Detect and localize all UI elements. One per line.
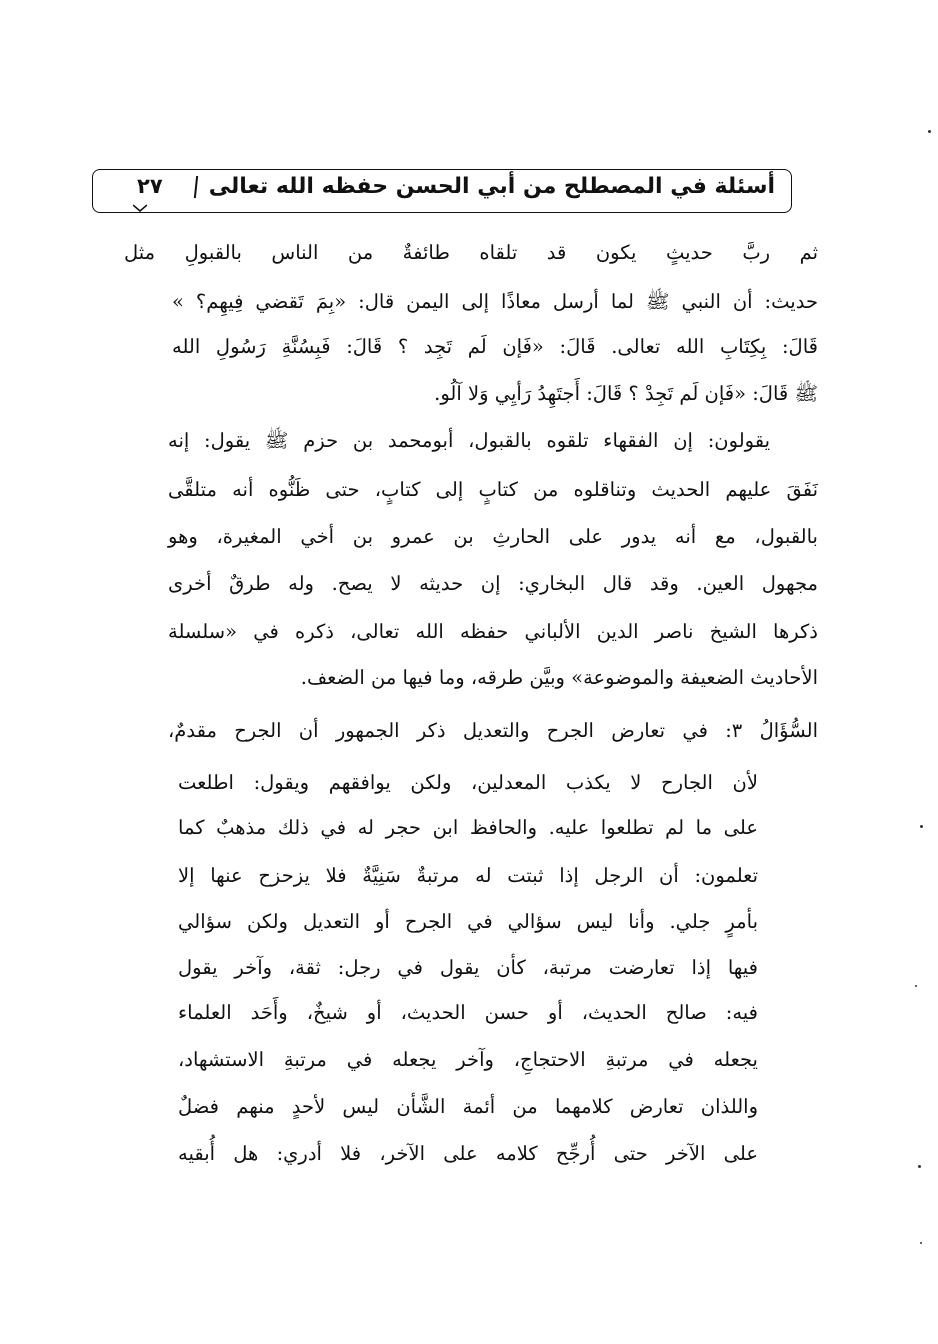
body-line: تعلمون: أن الرجل إذا ثبتت له مرتبةٌ سَنِيَّةٌ فلا يزحزح عنها إلا [178, 864, 758, 887]
scan-speck [915, 985, 917, 987]
body-line: مجهول العين. وقد قال البخاري: إن حديثه لا يصح. وله طرقٌ أخرى [168, 572, 818, 595]
body-line: على الآخر حتى أُرجِّح كلامه على الآخر، فلا أدري: هل أُبقيه [178, 1142, 758, 1165]
scan-speck [920, 1242, 922, 1244]
body-line: يقولون: إن الفقهاء تلقوه بالقبول، أبومحمد بن حزم ﷺ يقول: إنه [168, 429, 770, 452]
body-line: بأمرٍ جلي. وأنا ليس سؤالي في الجرح أو التعديل ولكن سؤالي [178, 910, 758, 933]
body-line: لأن الجارح لا يكذب المعدلين، ولكن يوافقهم ويقول: اطلعت [178, 771, 758, 794]
scan-speck [928, 130, 931, 133]
body-line: حديث: أن النبي ﷺ لما أرسل معاذًا إلى اليمن قال: «بِمَ تَقضي فِيهِم؟ » [172, 290, 818, 313]
body-line: فيه: صالح الحديث، أو حسن الحديث، أو شيخٌ، وأَحَد العلماء [178, 1001, 758, 1024]
body-line: قَالَ: بِكِتَابِ الله تعالى. قَالَ: «فَإن لَم تَجِد ؟ قَالَ: فَبِسُنَّةِ رَسُولِ الله [172, 335, 818, 358]
page-number: ٢٧ [137, 174, 163, 198]
body-line: على ما لم تطلعوا عليه. والحافظ ابن حجر له في ذلك مذهبٌ كما [178, 816, 758, 839]
body-line: نَفَقَ عليهم الحديث وتناقلوه من كتابٍ إلى كتابٍ، حتى ظَنُّوه أنه متلقَّى [168, 478, 818, 501]
body-line: الأحاديث الضعيفة والموضوعة» وبيَّن طرقه، وما فيها من الضعف. [300, 666, 818, 689]
scan-speck [918, 1165, 921, 1168]
body-line: ثم ربَّ حديثٍ يكون قد تلقاه طائفةٌ من الناس بالقبولِ مثل [124, 241, 818, 264]
body-line: بالقبول، مع أنه يدور على الحارثِ بن عمرو بن أخي المغيرة، وهو [168, 525, 818, 548]
scan-speck [920, 825, 923, 828]
header-title: أسئلة في المصطلح من أبي الحسن حفظه الله تعالى [208, 174, 775, 199]
body-line: ذكرها الشيخ ناصر الدين الألباني حفظه الله تعالى، ذكره في «سلسلة [168, 620, 818, 643]
body-line: يجعله في مرتبةِ الاحتجاجِ، وآخر يجعله في مرتبةِ الاستشهاد، [178, 1048, 758, 1071]
body-line: ﷺ قَالَ: «فَإن لَم تَجِدْ ؟ قَالَ: أَجتَهِدُ رَأيِي وَلا آلُو. [434, 382, 818, 405]
body-line: فيها إذا تعارضت مرتبة، كأن يقول في رجل: ثقة، وآخر يقول [178, 956, 758, 979]
body-line: واللذان تعارض كلامهما من أئمة الشَّأن ليس لأحدٍ منهم فضلٌ [178, 1095, 758, 1118]
question-line: السُّؤَالُ ٣: في تعارض الجرح والتعديل ذكر الجمهور أن الجرح مقدمٌ، [168, 719, 818, 742]
